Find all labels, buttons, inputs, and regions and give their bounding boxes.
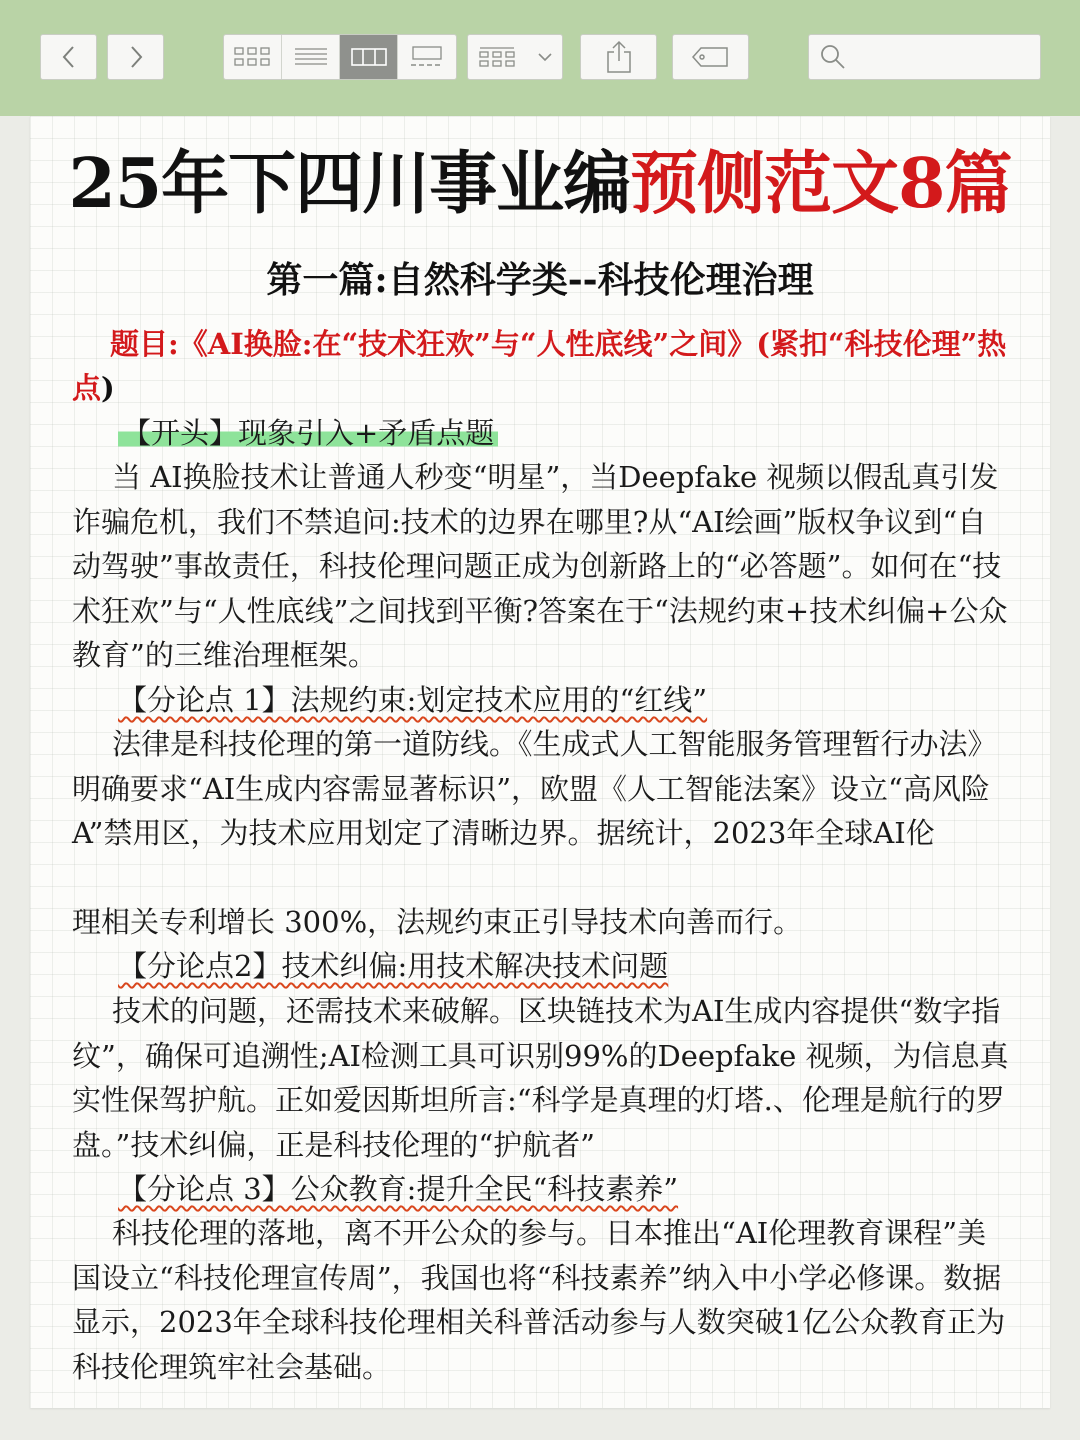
chevron-right-icon bbox=[126, 44, 146, 70]
point1-paragraph-b: 理相关专利增长 300%，法规约束正引导技术向善而行。 bbox=[72, 905, 803, 939]
title-red-part: 预侧范文8篇 bbox=[630, 144, 1012, 224]
list-view-icon bbox=[293, 45, 329, 69]
gallery-view-icon bbox=[407, 45, 447, 69]
group-by-button[interactable] bbox=[467, 34, 563, 80]
forward-button[interactable] bbox=[107, 34, 164, 80]
group-by-icon bbox=[478, 45, 518, 69]
opening-paragraph: 当 AI换脸技术让普通人秒变“明星”，当Deepfake 视频以假乱真引发诈骗危机，我们不禁追问:技术的边界在哪里?从“AI绘画”版权争议到“自动驾驶”事故责任，科技伦理问题正成为创新路上的“必答题”。如何在“技术狂欢”与“人性底线”之间找到平衡?答案在于“法规约束+技术纠偏+公众教育”的三维治理框架。 bbox=[72, 460, 1008, 672]
search-icon bbox=[819, 43, 847, 71]
search-input[interactable] bbox=[855, 41, 1039, 73]
toolbar bbox=[0, 0, 1080, 116]
column-view-button[interactable] bbox=[340, 35, 398, 79]
document-subtitle: 第一篇:自然科学类--科技伦理治理 bbox=[266, 259, 814, 301]
topic-close-paren: ) bbox=[101, 371, 115, 405]
tag-icon bbox=[691, 45, 731, 69]
view-mode-segmented bbox=[223, 34, 457, 80]
chevron-down-icon bbox=[537, 51, 553, 63]
point2-heading-text: 【分论点2】技术纠偏:用技术解决技术问题 bbox=[118, 949, 669, 983]
share-icon bbox=[604, 40, 634, 74]
opening-heading bbox=[118, 413, 498, 453]
essay-topic bbox=[72, 322, 1012, 410]
gallery-view-button[interactable] bbox=[398, 35, 456, 79]
grid-view-icon bbox=[233, 45, 273, 69]
point3-paragraph: 科技伦理的落地，离不开公众的参与。日本推出“AI伦理教育课程”美国设立“科技伦理宣传周”，我国也将“科技素养”纳入中小学必修课。数据显示，2023年全球科技伦理相关科普活动参与人数突破1亿公众教育正为科技伦理筑牢社会基础。 bbox=[72, 1216, 1006, 1384]
point1-paragraph-a: 法律是科技伦理的第一道防线。《生成式人工智能服务管理暂行办法》明确要求“AI生成内容需显著标识”，欧盟《人工智能法案》设立“高风险 A”禁用区，为技术应用划定了清晰边界。据统计，2023年全球AI伦 bbox=[72, 727, 997, 850]
point3-heading-text: 【分论点 3】公众教育:提升全民“科技素养” bbox=[118, 1172, 679, 1206]
point1-heading-text: 【分论点 1】法规约束:划定技术应用的“红线” bbox=[118, 683, 708, 717]
back-button[interactable] bbox=[40, 34, 97, 80]
column-view-icon bbox=[350, 46, 388, 68]
point2-paragraph: 技术的问题，还需技术来破解。区块链技术为AI生成内容提供“数字指纹”，确保可追溯性;AI检测工具可识别99%的Deepfake 视频，为信息真实性保驾护航。正如爱因斯坦所言:“科学是真理的灯塔.、伦理是航行的罗盘。”技术纠偏，正是科技伦理的“护航者” bbox=[72, 994, 1009, 1162]
search-field[interactable] bbox=[808, 34, 1041, 80]
chevron-left-icon bbox=[59, 44, 79, 70]
share-button[interactable] bbox=[580, 34, 657, 80]
title-black-part: 25年下四川事业编 bbox=[68, 144, 631, 224]
point3-heading bbox=[118, 1169, 678, 1209]
opening-heading-text: 【开头】现象引入+矛盾点题 bbox=[118, 416, 498, 450]
point1-heading bbox=[118, 680, 707, 720]
document-title bbox=[0, 130, 1080, 227]
list-view-button[interactable] bbox=[282, 35, 340, 79]
tag-button[interactable] bbox=[672, 34, 749, 80]
point2-heading bbox=[118, 946, 668, 986]
grid-view-button[interactable] bbox=[224, 35, 282, 79]
topic-text: 题目:《AI换脸:在“技术狂欢”与“人性底线”之间》(紧扣“科技伦理”热点 bbox=[72, 327, 1007, 405]
